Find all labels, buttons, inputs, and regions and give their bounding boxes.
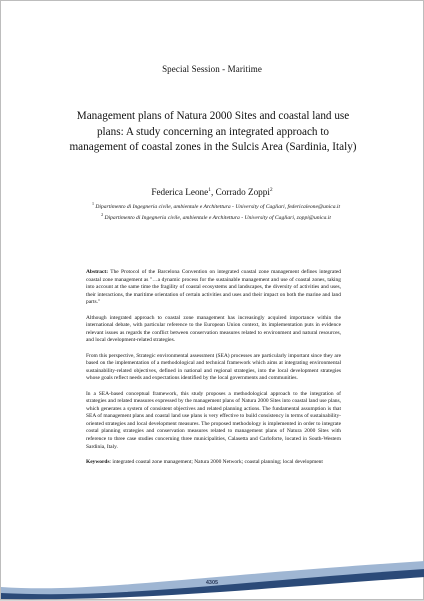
abstract-body [86,269,341,474]
affiliation-text: Dipartimento di Ingegneria civile, ambientale e Architettura - University of Cagliari, zoppi@unica.it [104,215,331,222]
author-affiliation-mark: 2 [269,187,273,193]
author-list [1,187,423,197]
abstract-paragraph: From this perspective, Strategic environmental assessment (SEA) processes are particularly important since they are based on the implementation of a methodological and technical framework which aims at integrating environmental sustainability-related objectives, defined in national and regional strategies, into the local development strategies whose goals reflect needs and expectations identified by the local governments and communities. [86,352,341,382]
author-separator: , [210,187,216,198]
keywords-label: Keywords [86,458,110,465]
affiliation-line [51,200,381,211]
keywords-text: : integrated coastal zone management; Natura 2000 Network; coastal planning; local development [109,458,323,465]
abstract-paragraph: In a SEA-based conceptual framework, this study proposes a methodological approach to the integration of strategies and related measures expressed by the management plans of Natura 2000 Sites into coastal land use plans, which generates a system of consistent objectives and related planning actions. The fundamental assumption is that SEA of management plans and coastal land use plans is very effective to build consistency in terms of sustainability-oriented strategies and local development measures. The proposed methodology is implemented in order to integrate costal planning strategies and conservation measures related to management plans of Natura 2000 Sites with reference to three case studies concerning three municipalities, Calasetta and Carloforte, located in South-Western Sardinia, Italy. [86,390,341,450]
abstract-text: The Protocol of the Barcelona Convention on integrated coastal zone management defines integrated coastal zone management as "…a dynamic process for the sustainable management and use of coastal zones, taking into account at the same time the fragility of coastal ecosystems and landscapes, the diversity of activities and uses, their interactions, the maritime orientation of certain activities and uses and their impact on both the marine and land parts." [86,269,341,306]
footer-swoosh-decoration [1,541,424,601]
session-header: Special Session - Maritime [162,64,262,74]
page-number: 4305 [205,580,219,586]
affiliation-mark: 1 [91,201,94,206]
abstract-label: Abstract: [86,269,109,275]
keywords-paragraph [86,459,341,467]
author-name: Corrado Zoppi [215,187,270,198]
abstract-paragraph: Although integrated approach to coastal zone management has increasingly acquired importance within the international debate, with particular reference to the European Union context, its implementation puts in evidence relevant issues as regards the conflict between conservation measures related to environment and natural resources, and local development-related strategies. [86,314,341,344]
paper-title: Management plans of Natura 2000 Sites and coastal land use plans: A study concerning an integrated approach to management of coastal zones in the Sulcis Area (Sardinia, Italy) [69,110,357,153]
author-name: Federica Leone [151,187,209,198]
affiliation-line [51,211,381,222]
abstract-paragraph [86,269,341,307]
author-affiliation-mark: 1 [208,187,211,193]
affiliations [51,200,381,223]
affiliation-mark: 2 [101,212,104,218]
affiliation-text: Dipartimento di Ingegneria civile, ambientale e Architettura - University of Cagliari, federicaleone@unica.it [95,203,341,210]
